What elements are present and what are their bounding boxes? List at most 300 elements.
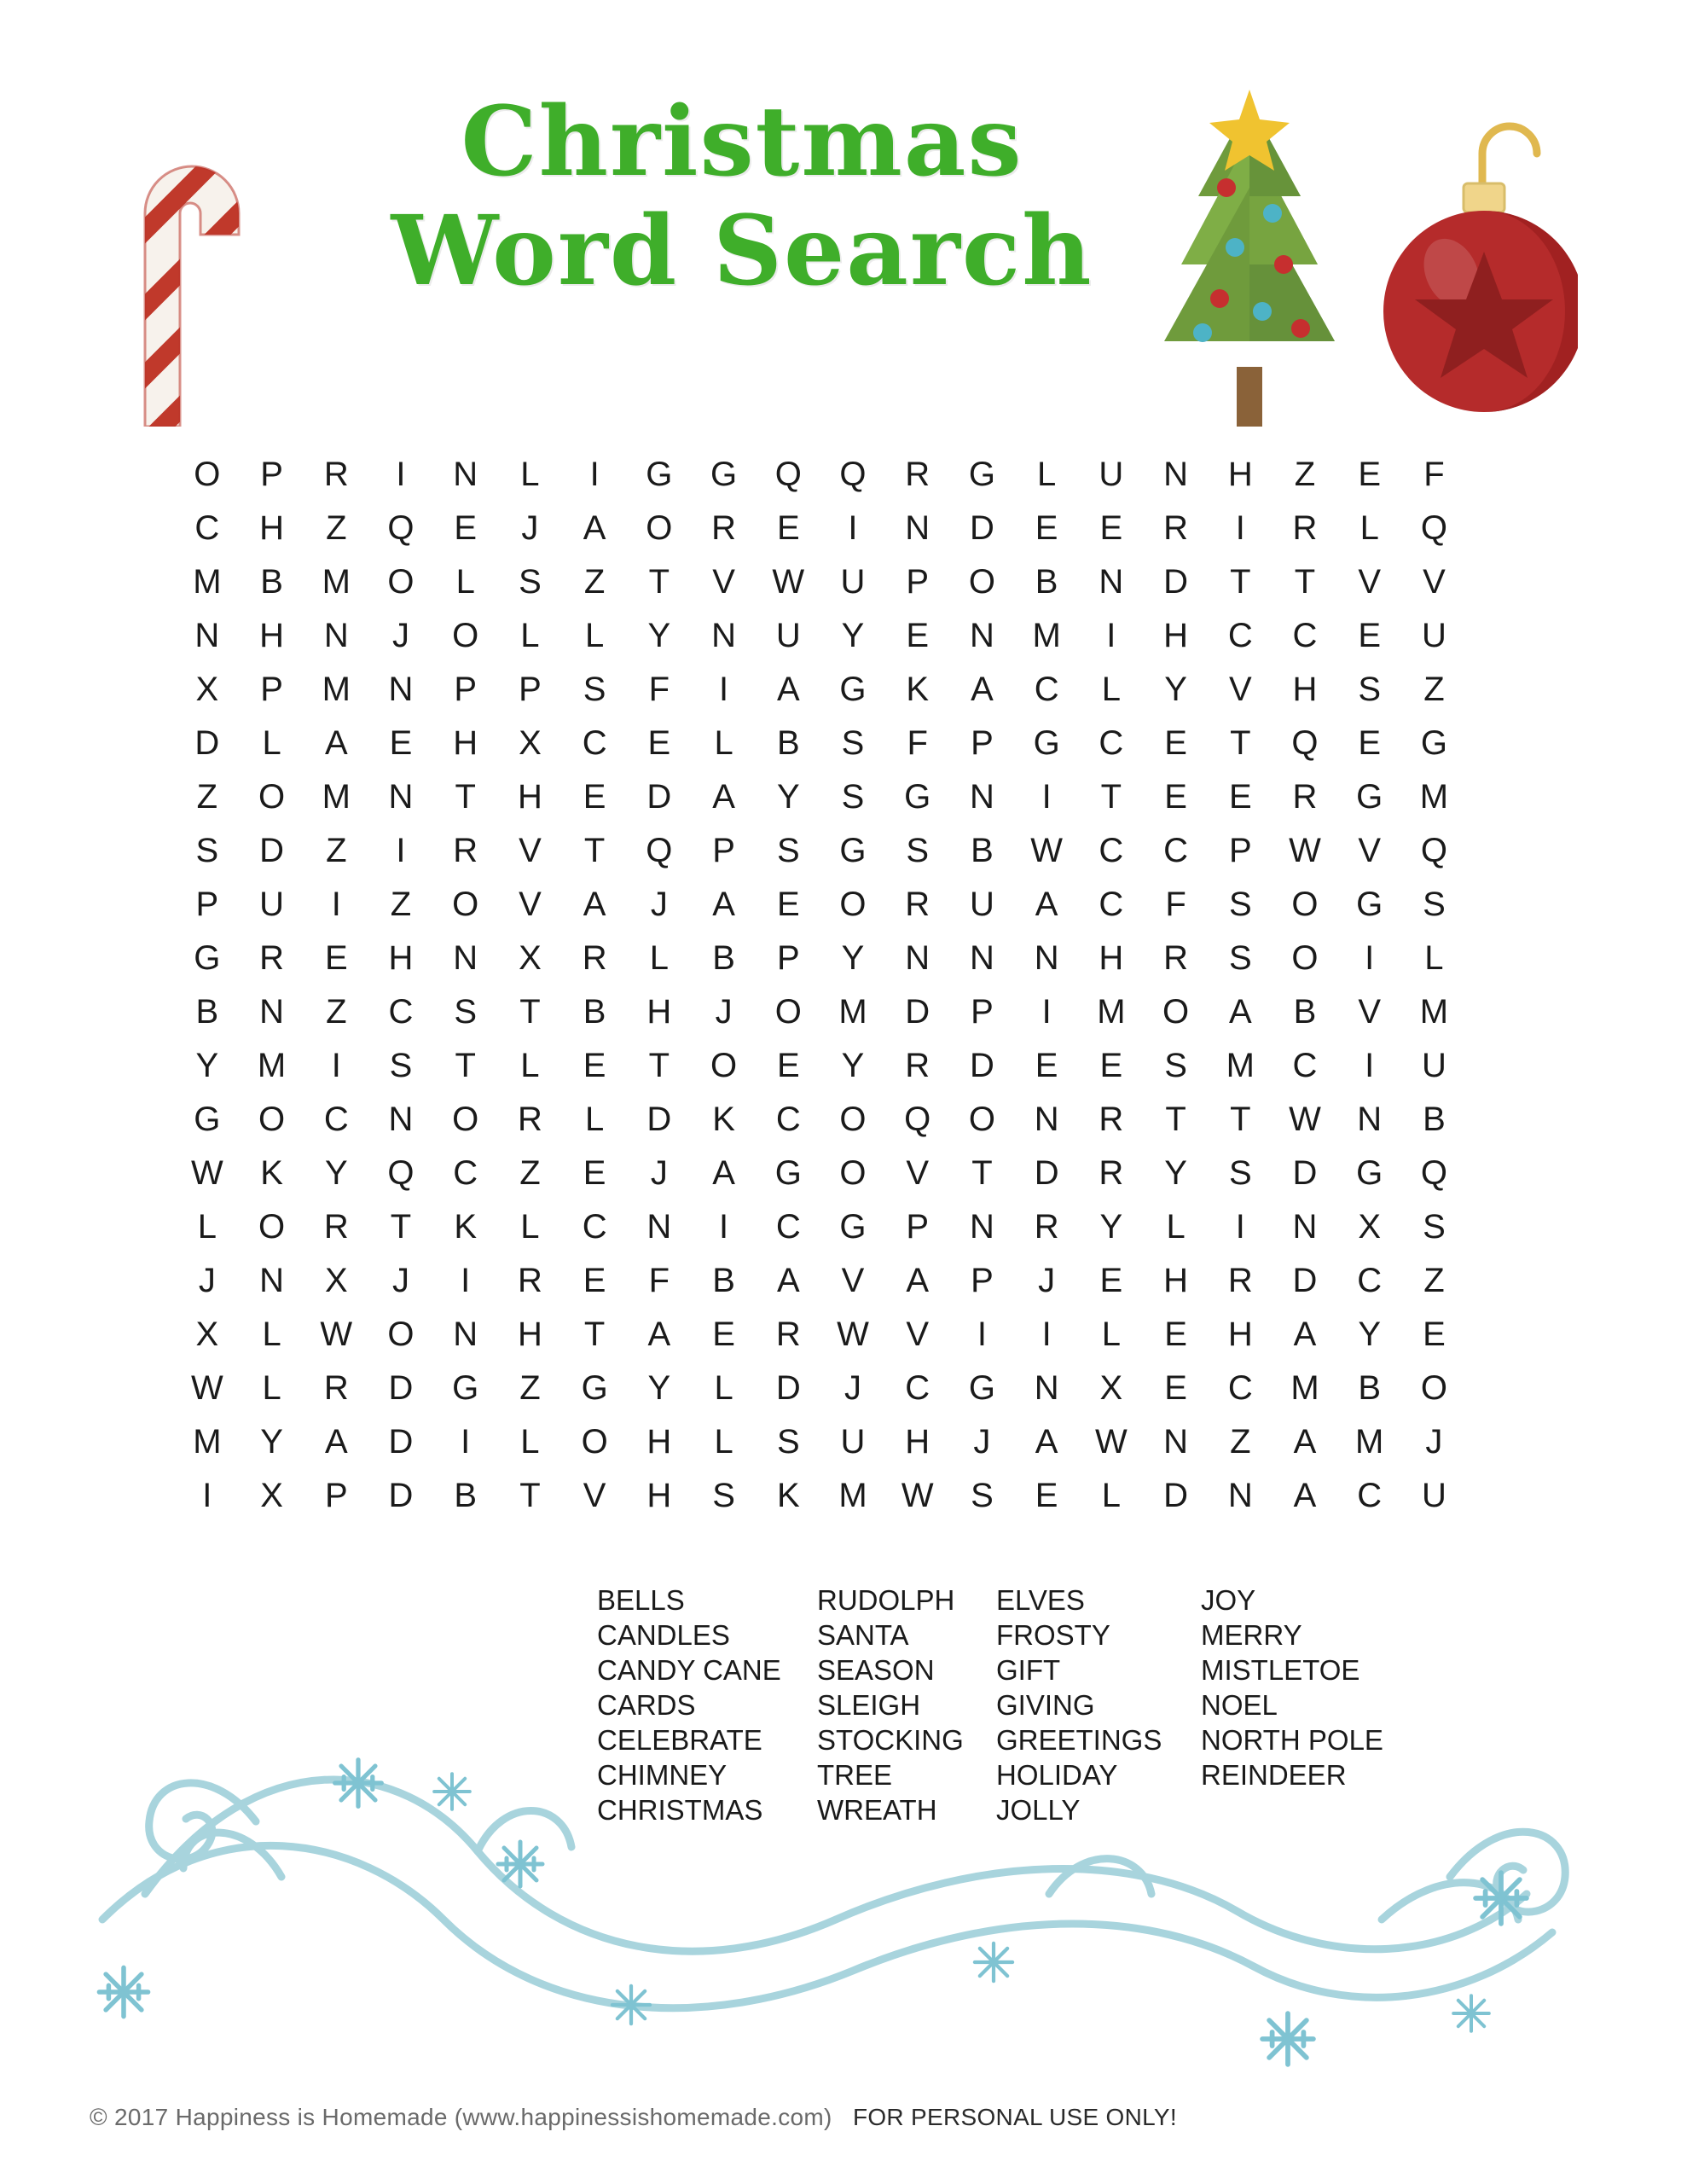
grid-cell: Y: [1099, 1208, 1123, 1246]
grid-cell: A: [776, 671, 800, 708]
grid-cell: L: [585, 617, 605, 654]
grid-cell: [1466, 878, 1531, 932]
grid-cell: V: [519, 886, 542, 923]
grid-cell: D: [194, 724, 220, 762]
grid-cell: K: [906, 671, 930, 708]
grid-cell: E: [1164, 724, 1187, 762]
grid-cell: I: [202, 1477, 212, 1514]
grid-cell: X: [1099, 1369, 1123, 1407]
grid-cell: S: [519, 563, 542, 601]
grid-cell: M: [1032, 617, 1061, 654]
grid-cell: D: [1292, 1154, 1318, 1192]
grid-cell: M: [193, 1423, 222, 1461]
grid-cell: E: [1358, 724, 1382, 762]
word-list-item: NOEL: [1201, 1689, 1278, 1721]
grid-cell: O: [387, 1316, 415, 1353]
grid-cell: J: [650, 1154, 668, 1192]
grid-cell: B: [583, 993, 606, 1031]
word-list-item: CANDLES: [597, 1619, 730, 1651]
grid-cell: Q: [1420, 832, 1447, 869]
grid-cell: S: [841, 724, 865, 762]
grid-cell: G: [710, 456, 738, 493]
copyright-text: © 2017 Happiness is Homemade (www.happinessishomemade.com): [90, 2104, 832, 2130]
grid-cell: J: [521, 509, 539, 547]
grid-cell: N: [453, 939, 478, 977]
grid-cell: T: [1165, 1101, 1186, 1138]
grid-cell: M: [1226, 1047, 1255, 1084]
grid-cell: R: [711, 509, 736, 547]
grid-cell: X: [519, 939, 542, 977]
grid-cell: [1466, 1469, 1531, 1523]
grid-cell: G: [1356, 886, 1383, 923]
grid-cell: R: [905, 886, 930, 923]
grid-cell: Y: [841, 1047, 865, 1084]
grid-cell: D: [775, 1369, 801, 1407]
grid-cell: [1466, 1254, 1531, 1308]
grid-cell: J: [715, 993, 733, 1031]
grid-cell: Q: [387, 509, 415, 547]
grid-cell: R: [1034, 1208, 1059, 1246]
grid-cell: Q: [1420, 1154, 1447, 1192]
grid-cell: G: [839, 832, 867, 869]
grid-cell: O: [1291, 886, 1319, 923]
grid-cell: C: [905, 1369, 930, 1407]
word-list-item: SANTA: [817, 1619, 909, 1651]
grid-cell: U: [1421, 617, 1446, 654]
grid-cell: E: [1358, 456, 1382, 493]
grid-cell: P: [519, 671, 542, 708]
grid-cell: G: [1033, 724, 1060, 762]
grid-cell: T: [583, 832, 606, 869]
grid-cell: R: [323, 1369, 349, 1407]
grid-cell: A: [712, 1154, 735, 1192]
grid-cell: N: [453, 456, 478, 493]
personal-use-text: FOR PERSONAL USE ONLY!: [852, 2104, 1177, 2130]
grid-cell: P: [454, 671, 478, 708]
grid-cell: T: [519, 993, 541, 1031]
word-list-item: WREATH: [817, 1794, 937, 1826]
grid-cell: I: [1365, 1047, 1375, 1084]
grid-cell: M: [1419, 778, 1449, 816]
grid-cell: Z: [196, 778, 218, 816]
grid-cell: I: [396, 832, 406, 869]
grid-cell: [1466, 1415, 1531, 1469]
word-list-item: STOCKING: [817, 1724, 964, 1756]
grid-cell: V: [519, 832, 542, 869]
grid-cell: R: [453, 832, 478, 869]
grid-cell: N: [1099, 563, 1124, 601]
grid-cell: G: [774, 1154, 802, 1192]
grid-cell: C: [775, 1208, 801, 1246]
grid-cell: H: [517, 778, 542, 816]
word-list-item: NORTH POLE: [1201, 1724, 1383, 1756]
grid-cell: D: [259, 832, 284, 869]
grid-cell: W: [1030, 832, 1064, 869]
grid-cell: [1466, 609, 1531, 663]
grid-cell: W: [1094, 1423, 1128, 1461]
grid-cell: V: [906, 1154, 930, 1192]
grid-cell: A: [1228, 993, 1252, 1031]
grid-cell: R: [775, 1316, 801, 1353]
grid-cell: O: [1420, 1369, 1447, 1407]
grid-cell: N: [1034, 1369, 1059, 1407]
grid-cell: X: [1358, 1208, 1382, 1246]
grid-cell: E: [583, 1154, 606, 1192]
grid-cell: I: [1235, 1208, 1245, 1246]
grid-cell: P: [195, 886, 219, 923]
grid-cell: S: [1228, 886, 1252, 923]
grid-cell: Q: [839, 456, 867, 493]
grid-cell: [1466, 1362, 1531, 1415]
grid-cell: C: [1034, 671, 1059, 708]
grid-cell: G: [581, 1369, 608, 1407]
grid-cell: L: [1424, 939, 1444, 977]
grid-cell: N: [194, 617, 220, 654]
grid-cell: V: [1423, 563, 1446, 601]
word-list-item: CARDS: [597, 1689, 696, 1721]
grid-cell: I: [848, 509, 858, 547]
grid-cell: M: [322, 671, 351, 708]
grid-cell: N: [388, 671, 414, 708]
word-column: [817, 1583, 996, 1827]
grid-cell: L: [1359, 509, 1379, 547]
grid-cell: J: [198, 1262, 216, 1299]
grid-cell: G: [1420, 724, 1447, 762]
grid-cell: M: [1355, 1423, 1384, 1461]
grid-cell: O: [710, 1047, 738, 1084]
grid-cell: P: [971, 724, 994, 762]
grid-cell: S: [906, 832, 930, 869]
grid-cell: G: [968, 456, 995, 493]
grid-cell: I: [719, 671, 729, 708]
grid-cell: Q: [1420, 509, 1447, 547]
grid-cell: C: [1099, 832, 1124, 869]
grid-cell: H: [1292, 671, 1318, 708]
grid-cell: Y: [195, 1047, 219, 1084]
grid-cell: Q: [646, 832, 673, 869]
grid-cell: P: [712, 832, 735, 869]
grid-cell: U: [840, 563, 866, 601]
grid-cell: L: [714, 724, 733, 762]
grid-cell: N: [259, 993, 284, 1031]
grid-cell: W: [772, 563, 805, 601]
word-list-item: REINDEER: [1201, 1759, 1347, 1791]
grid-cell: N: [969, 617, 994, 654]
grid-cell: L: [1101, 1316, 1121, 1353]
grid-cell: P: [776, 939, 800, 977]
grid-cell: C: [582, 724, 607, 762]
grid-cell: O: [258, 1101, 286, 1138]
word-column: [597, 1583, 817, 1827]
grid-cell: [1466, 824, 1531, 878]
grid-cell: B: [454, 1477, 478, 1514]
grid-cell: P: [906, 563, 930, 601]
grid-cell: [1466, 1039, 1531, 1093]
grid-cell: R: [1163, 939, 1188, 977]
grid-cell: G: [839, 671, 867, 708]
grid-cell: Z: [326, 832, 347, 869]
grid-cell: O: [452, 1101, 479, 1138]
grid-cell: O: [774, 993, 802, 1031]
grid-cell: B: [971, 832, 994, 869]
grid-cell: E: [776, 509, 800, 547]
grid-cell: N: [323, 617, 349, 654]
grid-cell: S: [195, 832, 219, 869]
grid-cell: M: [1419, 993, 1449, 1031]
grid-cell: D: [1292, 1262, 1318, 1299]
grid-cell: H: [1163, 617, 1188, 654]
grid-cell: F: [1165, 886, 1186, 923]
grid-cell: Q: [774, 456, 802, 493]
grid-cell: S: [776, 832, 800, 869]
grid-cell: N: [1034, 1101, 1059, 1138]
grid-cell: C: [1292, 1047, 1318, 1084]
word-list-item: BELLS: [597, 1584, 685, 1616]
grid-cell: S: [389, 1047, 413, 1084]
grid-cell: Y: [1358, 1316, 1382, 1353]
grid-cell: S: [1228, 939, 1252, 977]
grid-cell: K: [260, 1154, 283, 1192]
grid-cell: S: [1358, 671, 1382, 708]
grid-cell: I: [331, 1047, 341, 1084]
grid-cell: B: [260, 563, 283, 601]
grid-cell: S: [971, 1477, 994, 1514]
word-list-item: TREE: [817, 1759, 893, 1791]
grid-cell: C: [1292, 617, 1318, 654]
grid-cell: C: [582, 1208, 607, 1246]
grid-cell: X: [195, 1316, 219, 1353]
grid-cell: E: [583, 778, 606, 816]
word-list-item: JOLLY: [996, 1794, 1081, 1826]
grid-cell: [1466, 663, 1531, 717]
grid-cell: H: [517, 1316, 542, 1353]
word-search-grid: [175, 448, 1531, 1523]
grid-cell: S: [712, 1477, 735, 1514]
grid-cell: A: [583, 886, 606, 923]
grid-cell: N: [259, 1262, 284, 1299]
grid-cell: E: [324, 939, 348, 977]
grid-cell: E: [454, 509, 478, 547]
grid-cell: G: [194, 939, 221, 977]
grid-cell: A: [971, 671, 994, 708]
grid-cell: J: [844, 1369, 861, 1407]
grid-cell: D: [969, 1047, 994, 1084]
word-list-item: CHIMNEY: [597, 1759, 728, 1791]
grid-cell: L: [1166, 1208, 1186, 1246]
grid-cell: H: [259, 617, 284, 654]
grid-cell: J: [391, 617, 409, 654]
grid-cell: R: [905, 1047, 930, 1084]
grid-cell: U: [1421, 1047, 1446, 1084]
grid-cell: N: [711, 617, 736, 654]
grid-cell: F: [648, 1262, 670, 1299]
grid-cell: E: [1228, 778, 1252, 816]
grid-cell: N: [388, 1101, 414, 1138]
grid-cell: N: [388, 778, 414, 816]
grid-cell: C: [323, 1101, 349, 1138]
grid-cell: C: [1163, 832, 1188, 869]
grid-cell: I: [1235, 509, 1245, 547]
grid-cell: Z: [1423, 1262, 1445, 1299]
grid-cell: N: [905, 509, 930, 547]
word-list-item: GIFT: [996, 1654, 1061, 1686]
word-list-item: CHRISTMAS: [597, 1794, 763, 1826]
grid-cell: C: [1099, 886, 1124, 923]
grid-cell: I: [589, 456, 600, 493]
grid-cell: A: [712, 778, 735, 816]
grid-cell: L: [520, 1423, 540, 1461]
grid-cell: D: [388, 1477, 414, 1514]
grid-cell: N: [969, 939, 994, 977]
grid-cell: E: [1035, 1047, 1058, 1084]
grid-cell: N: [1292, 1208, 1318, 1246]
grid-cell: S: [776, 1423, 800, 1461]
grid-cell: [1466, 932, 1531, 985]
grid-cell: O: [646, 509, 673, 547]
grid-cell: Z: [1294, 456, 1316, 493]
grid-cell: H: [388, 939, 414, 977]
grid-cell: B: [1423, 1101, 1446, 1138]
grid-cell: G: [839, 1208, 867, 1246]
grid-cell: D: [1163, 1477, 1188, 1514]
word-column: [1201, 1583, 1440, 1827]
grid-cell: D: [905, 993, 930, 1031]
grid-cell: H: [259, 509, 284, 547]
grid-cell: A: [583, 509, 606, 547]
grid-cell: T: [583, 1316, 606, 1353]
grid-cell: L: [455, 563, 475, 601]
grid-cell: T: [390, 1208, 412, 1246]
grid-cell: A: [1293, 1477, 1317, 1514]
word-list-item: GIVING: [996, 1689, 1095, 1721]
grid-cell: B: [712, 939, 735, 977]
grid-cell: N: [969, 1208, 994, 1246]
grid-cell: [1466, 1200, 1531, 1254]
grid-cell: E: [1164, 778, 1187, 816]
grid-cell: N: [1163, 456, 1188, 493]
word-list: [597, 1583, 1552, 1827]
grid-cell: Z: [519, 1369, 541, 1407]
grid-cell: Q: [1291, 724, 1319, 762]
grid-cell: W: [320, 1316, 353, 1353]
grid-cell: L: [520, 617, 540, 654]
grid-cell: R: [1099, 1101, 1124, 1138]
grid-cell: U: [1421, 1477, 1446, 1514]
grid-cell: S: [1423, 1208, 1446, 1246]
grid-cell: W: [1289, 832, 1321, 869]
grid-cell: C: [1227, 1369, 1253, 1407]
grid-cell: T: [1100, 778, 1122, 816]
grid-cell: O: [1291, 939, 1319, 977]
grid-cell: V: [1228, 671, 1252, 708]
grid-cell: A: [647, 1316, 671, 1353]
grid-cell: H: [905, 1423, 930, 1461]
grid-cell: U: [775, 617, 801, 654]
grid-cell: V: [1358, 993, 1382, 1031]
grid-cell: Q: [387, 1154, 415, 1192]
grid-cell: D: [388, 1423, 414, 1461]
grid-cell: O: [1162, 993, 1190, 1031]
grid-cell: R: [1099, 1154, 1124, 1192]
grid-cell: F: [648, 671, 670, 708]
grid-cell: L: [1101, 671, 1121, 708]
grid-cell: P: [906, 1208, 930, 1246]
grid-cell: U: [969, 886, 994, 923]
grid-cell: O: [258, 1208, 286, 1246]
grid-cell: L: [1101, 1477, 1121, 1514]
word-list-item: FROSTY: [996, 1619, 1110, 1651]
grid-cell: D: [969, 509, 994, 547]
grid-cell: R: [323, 1208, 349, 1246]
grid-cell: T: [519, 1477, 541, 1514]
grid-cell: X: [195, 671, 219, 708]
grid-cell: E: [583, 1262, 606, 1299]
grid-cell: A: [1035, 1423, 1058, 1461]
grid-cell: L: [1037, 456, 1057, 493]
grid-cell: Y: [260, 1423, 283, 1461]
grid-cell: L: [197, 1208, 217, 1246]
grid-cell: E: [776, 1047, 800, 1084]
grid-cell: M: [838, 1477, 867, 1514]
grid-cell: I: [461, 1262, 471, 1299]
grid-cell: O: [839, 1101, 867, 1138]
grid-cell: [1466, 1147, 1531, 1200]
grid-cell: R: [1292, 778, 1318, 816]
grid-cell: R: [1163, 509, 1188, 547]
grid-cell: F: [907, 724, 928, 762]
grid-cell: O: [839, 886, 867, 923]
grid-cell: [1466, 555, 1531, 609]
grid-cell: U: [259, 886, 284, 923]
grid-cell: J: [1425, 1423, 1443, 1461]
grid-cell: C: [1357, 1262, 1383, 1299]
grid-cell: C: [775, 1101, 801, 1138]
page-header: [0, 34, 1687, 435]
grid-cell: Y: [647, 617, 671, 654]
grid-cell: D: [646, 778, 672, 816]
grid-cell: L: [520, 456, 540, 493]
ornament-icon: [1382, 102, 1578, 444]
grid-cell: B: [1358, 1369, 1382, 1407]
grid-cell: O: [581, 1423, 608, 1461]
grid-cell: I: [461, 1423, 471, 1461]
grid-cell: N: [1034, 939, 1059, 977]
grid-cell: E: [1099, 509, 1123, 547]
word-list-item: SLEIGH: [817, 1689, 921, 1721]
grid-cell: M: [838, 993, 867, 1031]
grid-cell: T: [648, 1047, 670, 1084]
grid-cell: A: [1293, 1423, 1317, 1461]
grid-cell: E: [1423, 1316, 1446, 1353]
grid-cell: B: [1293, 993, 1317, 1031]
grid-cell: N: [646, 1208, 672, 1246]
grid-cell: E: [776, 886, 800, 923]
grid-cell: E: [1099, 1047, 1123, 1084]
grid-cell: E: [712, 1316, 735, 1353]
grid-cell: W: [190, 1369, 223, 1407]
grid-cell: L: [262, 1316, 281, 1353]
word-list-item: HOLIDAY: [996, 1759, 1118, 1791]
grid-cell: G: [646, 456, 673, 493]
word-list-item: MERRY: [1201, 1619, 1302, 1651]
grid-cell: V: [583, 1477, 606, 1514]
grid-cell: R: [517, 1262, 542, 1299]
grid-cell: W: [190, 1154, 223, 1192]
grid-cell: P: [971, 1262, 994, 1299]
grid-cell: C: [453, 1154, 478, 1192]
grid-cell: O: [839, 1154, 867, 1192]
grid-cell: L: [649, 939, 669, 977]
